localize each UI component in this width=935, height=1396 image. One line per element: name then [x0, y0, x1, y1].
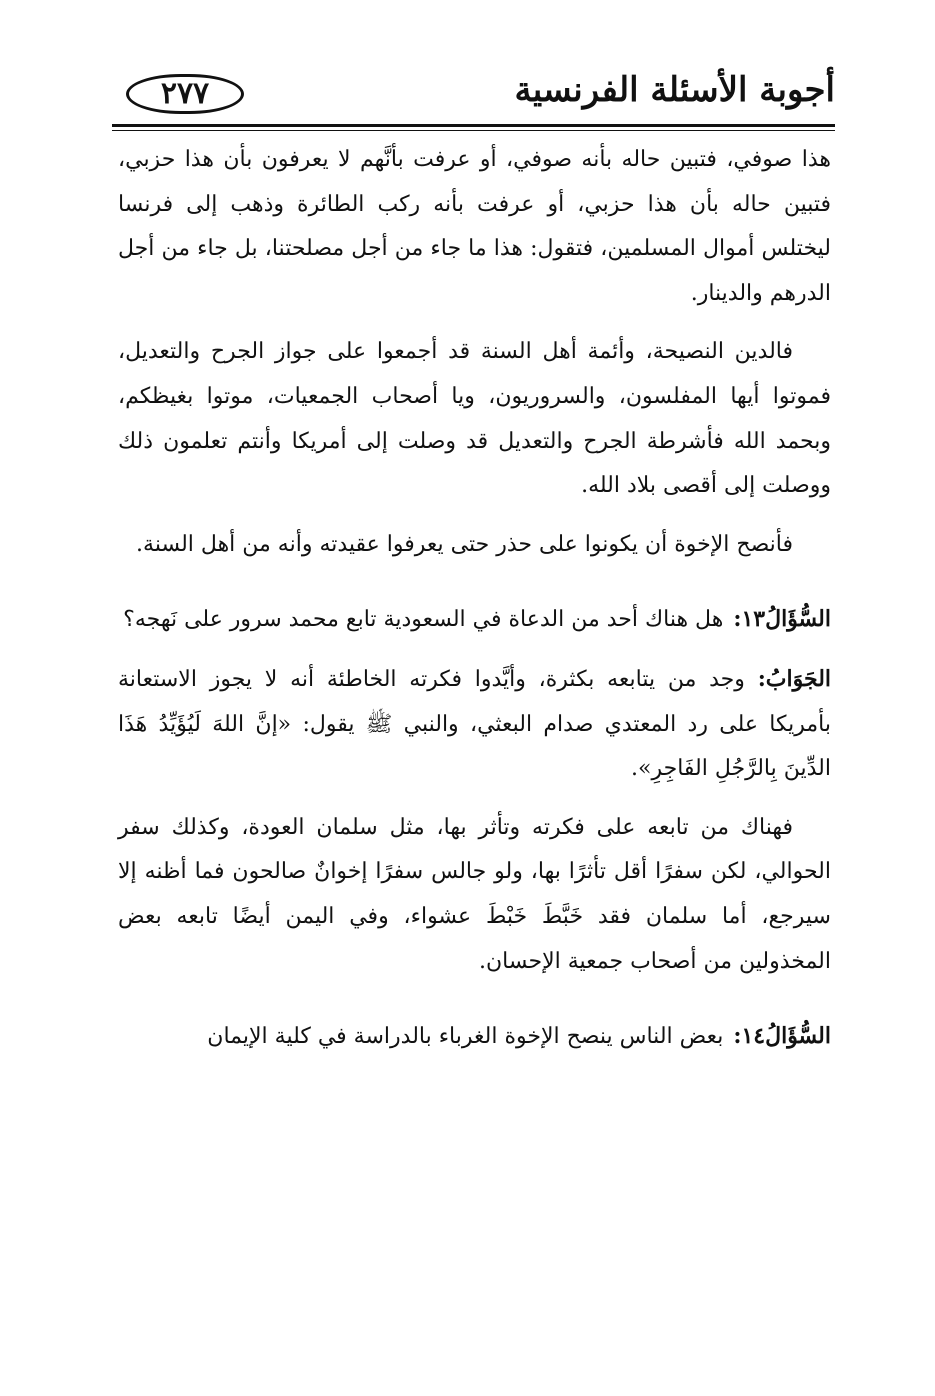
answer-13-text: وجد من يتابعه بكثرة، وأيَّدوا فكرته الخاطئة أنه لا يجوز الاستعانة بأمريكا على رد المعتدي صدام البعثي، والنبي ﷺ يقول: «إنَّ اللهَ لَيُؤَيِّدُ هَذَا الدِّينَ بِالرَّجُلِ الفَاجِرِ». — [118, 666, 831, 782]
paragraph-1: هذا صوفي، فتبين حاله بأنه صوفي، أو عرفت بأنَّهم لا يعرفون بأن هذا حزبي، فتبين حاله بأن هذا حزبي، أو عرفت بأنه ركب الطائرة وذهب إلى فرنسا ليختلس أموال المسلمين، فتقول: هذا ما جاء من أجل مصلحتنا، بل جاء من أجل الدرهم والدينار. — [118, 147, 831, 306]
page-number: ٢٧٧ — [126, 74, 244, 114]
book-title: أجوبة الأسئلة الفرنسية — [514, 70, 835, 110]
paragraph-3: فأنصح الإخوة أن يكونوا على حذر حتى يعرفوا عقيدته وأنه من أهل السنة. — [136, 531, 793, 557]
page-body — [118, 138, 831, 1060]
question-14-text: بعض الناس ينصح الإخوة الغرباء بالدراسة في كلية الإيمان — [207, 1024, 724, 1050]
paragraph-2: فالدين النصيحة، وأئمة أهل السنة قد أجمعوا على جواز الجرح والتعديل، فموتوا أيها المفلسون، والسروريون، ويا أصحاب الجمعيات، موتوا بغيظكم، وبحمد الله فأشرطة الجرح والتعديل قد وصلت إلى أمريكا وأنتم تعلمون ذلك ووصلت إلى أقصى بلاد الله. — [118, 339, 831, 499]
question-13 — [118, 597, 831, 643]
question-14-label: السُّؤَالُ١٤: — [733, 1023, 831, 1050]
answer-13-label: الجَوَابُ: — [757, 665, 832, 692]
answer-13-followup: فهناك من تابعه على فكرته وتأثر بها، مثل سلمان العودة، وكذلك سفر الحوالي، لكن سفرًا أقل تأثرًا بها، ولو جالس سفرًا إخوانٌ صالحون فما أظنه إلا سيرجع، أما سلمان فقد خَبَّطَ خَبْطَ عشواء، وفي اليمن أيضًا تابعه بعض المخذولين من أصحاب جمعية الإحسان. — [118, 814, 831, 974]
question-14 — [118, 1014, 831, 1060]
header-rule-thin — [112, 130, 835, 131]
header-rule — [112, 124, 835, 127]
answer-13 — [118, 657, 831, 792]
question-13-label: السُّؤَالُ١٣: — [733, 606, 831, 633]
question-13-text: هل هناك أحد من الدعاة في السعودية تابع محمد سرور على نَهجه؟ — [123, 607, 724, 633]
page-header — [112, 60, 835, 126]
